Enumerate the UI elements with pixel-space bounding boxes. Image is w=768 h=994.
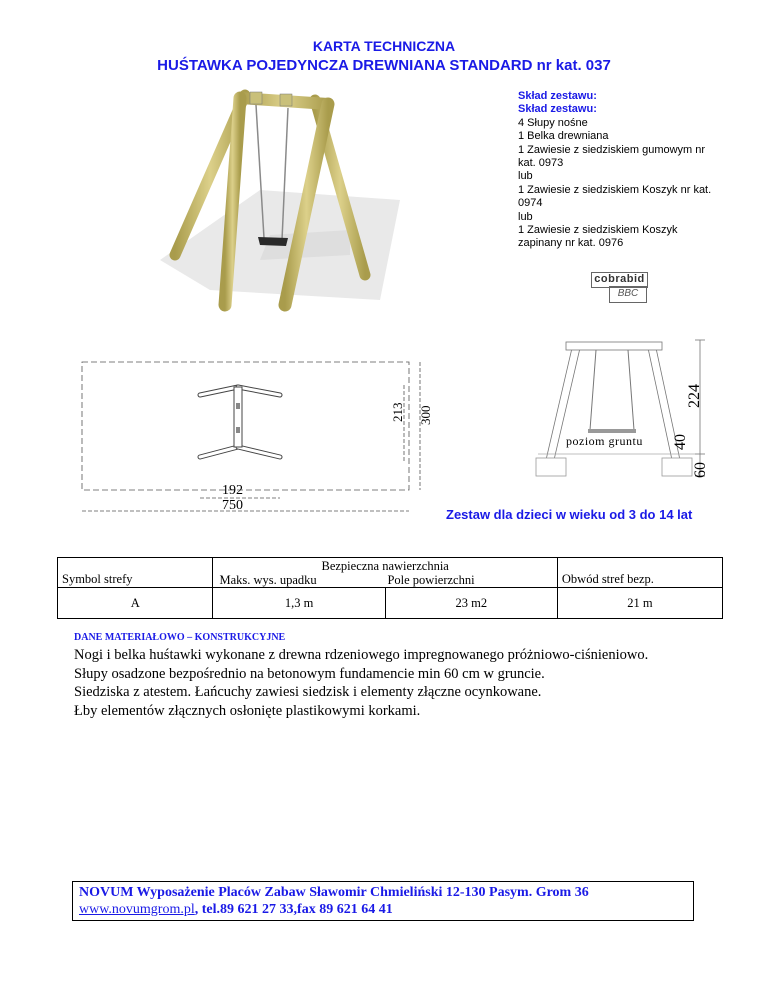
company-contact: , tel.89 621 27 33,fax 89 621 64 41 — [194, 902, 393, 917]
composition-item: 1 Belka drewniana — [518, 130, 609, 143]
materials-text — [74, 646, 734, 720]
composition-item: 1 Zawiesie z siedziskiem Koszyk zapinany nr kat. 0976 — [518, 224, 678, 250]
table-cell-area: 23 m2 — [385, 588, 557, 619]
table-cell-perimeter: 21 m — [557, 588, 722, 619]
document-subtitle: HUŚTAWKA POJEDYNCZA DREWNIANA STANDARD nr kat. 037 — [157, 57, 611, 74]
materials-line: Słupy osadzone bezpośrednio na betonowym fundamencie min 60 cm w gruncie. — [74, 665, 545, 682]
composition-item: 1 Zawiesie z siedziskiem gumowym nr kat. 0973 — [518, 143, 706, 170]
materials-line: Siedziska z atestem. Łańcuchy zawiesi siedzisk i elementy złączne ocynkowane. — [74, 684, 542, 700]
plan-dim-total-height: 300 — [418, 405, 433, 425]
table-header-surface — [213, 558, 557, 588]
materials-heading: DANE MATERIAŁOWO – KONSTRUKCYJNE — [74, 632, 286, 643]
plan-dim-inner-width: 192 — [222, 483, 243, 498]
elevation-dim-60: 60 — [692, 462, 709, 478]
swing-illustration — [150, 80, 480, 320]
composition-list — [518, 90, 718, 251]
composition-item: lub — [518, 170, 533, 183]
age-note: Zestaw dla dzieci w wieku od 3 do 14 lat — [446, 507, 693, 522]
composition-item: 1 Zawiesie z siedziskiem Koszyk nr kat. 0974 — [518, 183, 712, 210]
company-footer — [72, 881, 694, 921]
table-cell-zone: A — [58, 588, 213, 619]
composition-item: lub — [518, 210, 533, 223]
logo-text: cobrabid — [591, 272, 648, 288]
plan-view-drawing — [60, 355, 440, 520]
ground-level-label: poziom gruntu — [566, 434, 643, 448]
table-header-zone: Symbol strefy — [58, 558, 213, 588]
materials-line: Łby elementów złącznych osłonięte plastikowymi korkami. — [74, 702, 421, 719]
elevation-dim-40: 40 — [672, 434, 689, 450]
document-title: KARTA TECHNICZNA — [312, 38, 456, 54]
surface-header: Bezpieczna nawierzchnia — [321, 559, 449, 573]
plan-dim-inner-height: 213 — [390, 402, 405, 422]
composition-heading: Skład zestawu: — [518, 103, 597, 116]
website-link[interactable]: www.novumgrom.pl — [79, 902, 195, 917]
company-address: NOVUM Wyposażenie Placów Zabaw Sławomir Chmieliński 12-130 Pasym. Grom 36 — [79, 885, 589, 900]
manufacturer-logo — [591, 272, 646, 304]
table-header-perimeter: Obwód stref bezp. — [557, 558, 722, 588]
composition-item: 4 Słupy nośne — [518, 116, 588, 129]
table-header-area: Pole powierzchni — [387, 573, 475, 587]
table-cell-fall: 1,3 m — [213, 588, 385, 619]
plan-dim-total-width: 750 — [222, 498, 243, 513]
table-header-fall: Maks. wys. upadku — [219, 573, 317, 587]
composition-heading: Skład zestawu: — [518, 90, 597, 102]
safety-zone-table — [57, 557, 723, 619]
elevation-dim-height: 224 — [686, 384, 703, 408]
materials-line: Nogi i belka huśtawki wykonane z drewna rdzeniowego impregnowanego próżniowo-ciśnieniowo. — [74, 647, 649, 663]
logo-subtext: BBC — [609, 286, 647, 303]
